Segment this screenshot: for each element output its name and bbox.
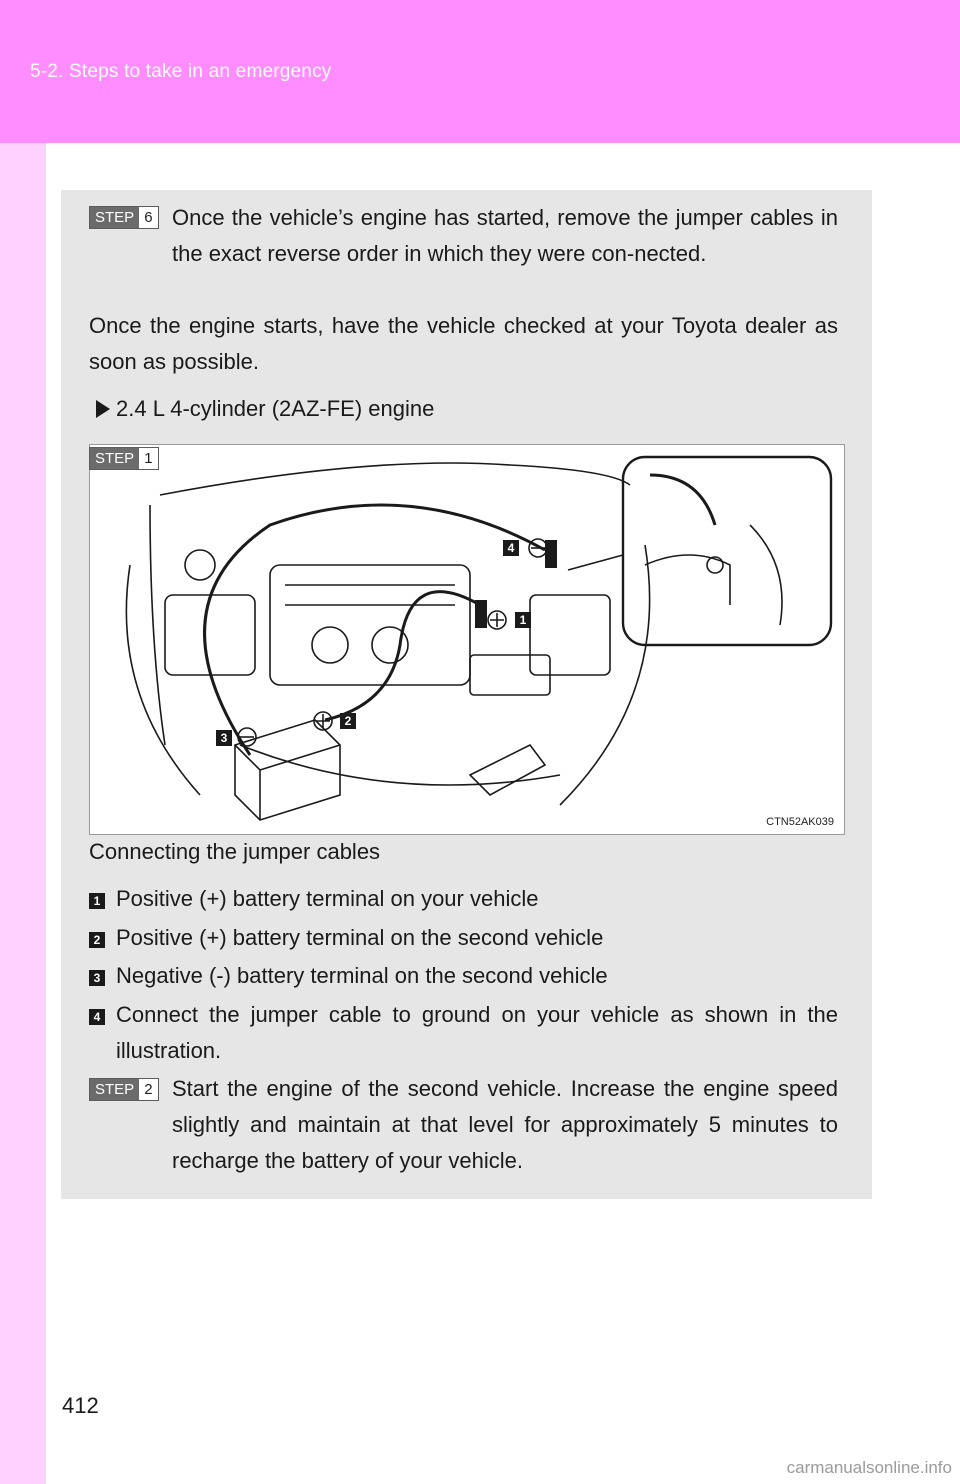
step-number: 2 (139, 1079, 157, 1100)
list-number-badge: 2 (89, 932, 105, 948)
step-number: 6 (139, 207, 157, 228)
step-label: STEP (90, 1079, 139, 1100)
list-number-badge: 3 (89, 970, 105, 986)
callout-3: 3 (220, 731, 228, 745)
callout-4: 4 (507, 541, 515, 555)
jumper-cable-illustration (89, 444, 845, 835)
section-title: 5-2. Steps to take in an emergency (30, 61, 332, 82)
engine-heading: 2.4 L 4-cylinder (2AZ-FE) engine (116, 396, 435, 421)
list-item: Positive (+) battery terminal on the second vehicle (116, 925, 604, 950)
callout-1: 1 (519, 613, 527, 627)
figure-caption: Connecting the jumper cables (89, 839, 381, 864)
list-number-badge: 4 (89, 1009, 105, 1025)
watermark: carmanualsonline.info (786, 1458, 952, 1477)
figure-code: CTN52AK039 (766, 816, 834, 828)
triangle-marker-icon (96, 400, 110, 418)
dealer-note: Once the engine starts, have the vehicle checked at your Toyota dealer as soon as possible. (89, 313, 838, 374)
step-number: 1 (139, 448, 157, 469)
engine-bay-drawing (90, 445, 845, 835)
list-item: Connect the jumper cable to ground on your vehicle as shown in the illustration. (116, 1002, 838, 1063)
step-label: STEP (90, 448, 139, 469)
step-label: STEP (90, 207, 139, 228)
page-number: 412 (62, 1393, 99, 1418)
step-6-text: Once the vehicle’s engine has started, remove the jumper cables in the exact reverse order in which they were con-nected. (172, 205, 838, 266)
step-2-text: Start the engine of the second vehicle. Increase the engine speed slightly and maintain at that level for approximately 5 minutes to recharge the battery of your vehicle. (172, 1076, 838, 1173)
list-number-badge: 1 (89, 893, 105, 909)
step-6-badge (89, 206, 159, 229)
list-item: Negative (-) battery terminal on the second vehicle (116, 963, 608, 988)
step-1-badge (89, 447, 159, 470)
step-2-badge (89, 1078, 159, 1101)
callout-2: 2 (344, 714, 352, 728)
list-item: Positive (+) battery terminal on your vehicle (116, 886, 539, 911)
side-strip (0, 143, 46, 1484)
